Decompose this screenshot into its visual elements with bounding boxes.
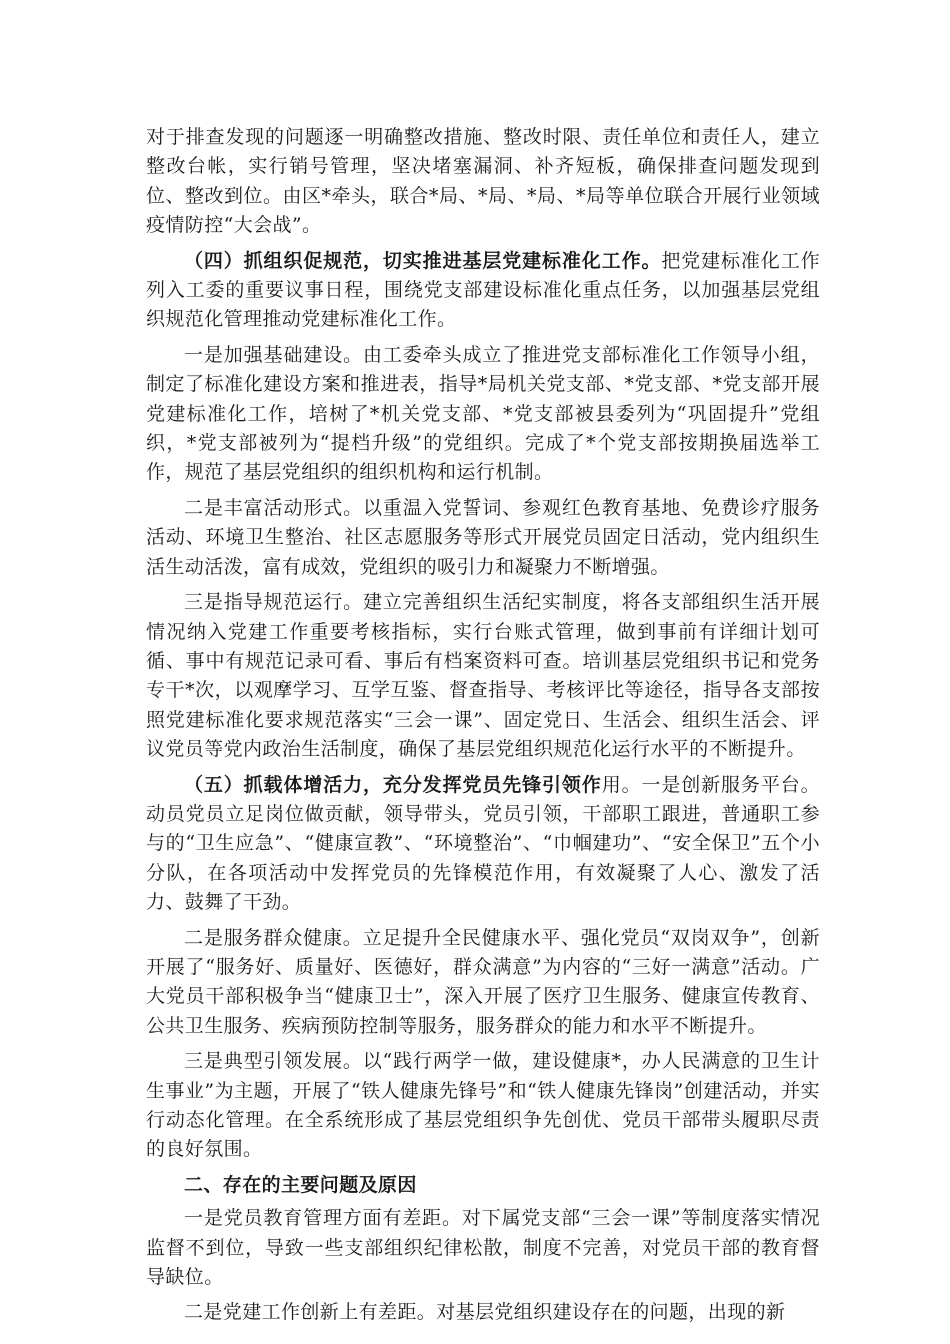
paragraph-text: 对于排查发现的问题逐一明确整改措施、整改时限、责任单位和责任人，建立整改台帐，实行销号管理，坚决堵塞漏洞、补齐短板，确保排查问题发现到位、整改到位。由区*牵头，联合*局、*局、*局、*局等单位联合开展行业领域疫情防控“大会战”。 [146,126,820,237]
section-heading-problems: 二、存在的主要问题及原因 [184,1173,417,1196]
paragraph-text: 一是加强基础建设。由工委牵头成立了推进党支部标准化工作领导小组，制定了标准化建设方案和推进表，指导*局机关党支部、*党支部、*党支部开展党建标准化工作，培树了*机关党支部、*党支部被县委列为“巩固提升”党组织，*党支部被列为“提档升级”的党组织。完成了*个党支部按期换届选举工作，规范了基层党组织的组织机构和运行机制。 [146,343,820,484]
paragraph-text: 二是丰富活动形式。以重温入党誓词、参观红色教育基地、免费诊疗服务活动、环境卫生整治、社区志愿服务等形式开展党员固定日活动，党内组织生活生动活泼，富有成效，党组织的吸引力和凝聚力不断增强。 [146,496,820,578]
paragraph-activity-forms [146,494,820,582]
paragraph-text: 二是党建工作创新上有差距。对基层党组织建设存在的问题，出现的新 [184,1301,786,1324]
paragraph-model-leading [146,1047,820,1165]
paragraph-section-five [146,771,820,918]
paragraph-text: 用。一是创新服务平台。动员党员立足岗位做贡献，领导带头，党员引领，干部职工跟进，普通职工参与的“卫生应急”、“健康宣教”、“环境整治”、“巾帼建功”、“安全保卫”五个小分队，在各项活动中发挥党员的先锋模范作用，有效凝聚了人心、激发了活力、鼓舞了干劲。 [146,773,821,914]
paragraph-rectification [146,123,820,241]
document-page [146,123,820,1334]
paragraph-basic-construction [146,341,820,488]
paragraph-text: 把党建标准化工作列入工委的重要议事日程，围绕党支部建设标准化重点任务，以加强基层党组织规范化管理推动党建标准化工作。 [146,249,820,331]
paragraph-public-health [146,924,820,1042]
paragraph-text: 二是服务群众健康。立足提升全民健康水平、强化党员“双岗双争”，创新开展了“服务好、质量好、医德好，群众满意”为内容的“三好一满意”活动。广大党员干部积极争当“健康卫士”，深入开展了医疗卫生服务、健康宣传教育、公共卫生服务、疾病预防控制等服务，服务群众的能力和水平不断提升。 [146,926,820,1037]
paragraph-text: 三是指导规范运行。建立完善组织生活纪实制度，将各支部组织生活开展情况纳入党建工作重要考核指标，实行台账式管理，做到事前有详细计划可循、事中有规范记录可看、事后有档案资料可查。培训基层党组织书记和党务专干*次，以观摩学习、互学互鉴、督查指导、考核评比等途径，指导各支部按照党建标准化要求规范落实“三会一课”、固定党日、生活会、组织生活会、评议党员等党内政治生活制度，确保了基层党组织规范化运行水平的不断提升。 [146,591,820,761]
section-five-lead: （五）抓载体增活力，充分发挥党员先锋引领作 [184,773,602,796]
section-four-lead: （四）抓组织促规范，切实推进基层党建标准化工作。 [184,249,662,272]
paragraph-section-four [146,247,820,335]
paragraph-problem-education [146,1204,820,1292]
paragraph-text: 一是党员教育管理方面有差距。对下属党支部“三会一课”等制度落实情况监督不到位，导致一些支部组织纪律松散，制度不完善，对党员干部的教育督导缺位。 [146,1207,820,1289]
paragraph-guidance [146,588,820,764]
paragraph-text: 三是典型引领发展。以“践行两学一做，建设健康*，办人民满意的卫生计生事业”为主题，开展了“铁人健康先锋号”和“铁人健康先锋岗”创建活动，并实行动态化管理。在全系统形成了基层党组织争先创优、党员干部带头履职尽责的良好氛围。 [146,1050,820,1161]
paragraph-problem-innovation [146,1298,820,1327]
